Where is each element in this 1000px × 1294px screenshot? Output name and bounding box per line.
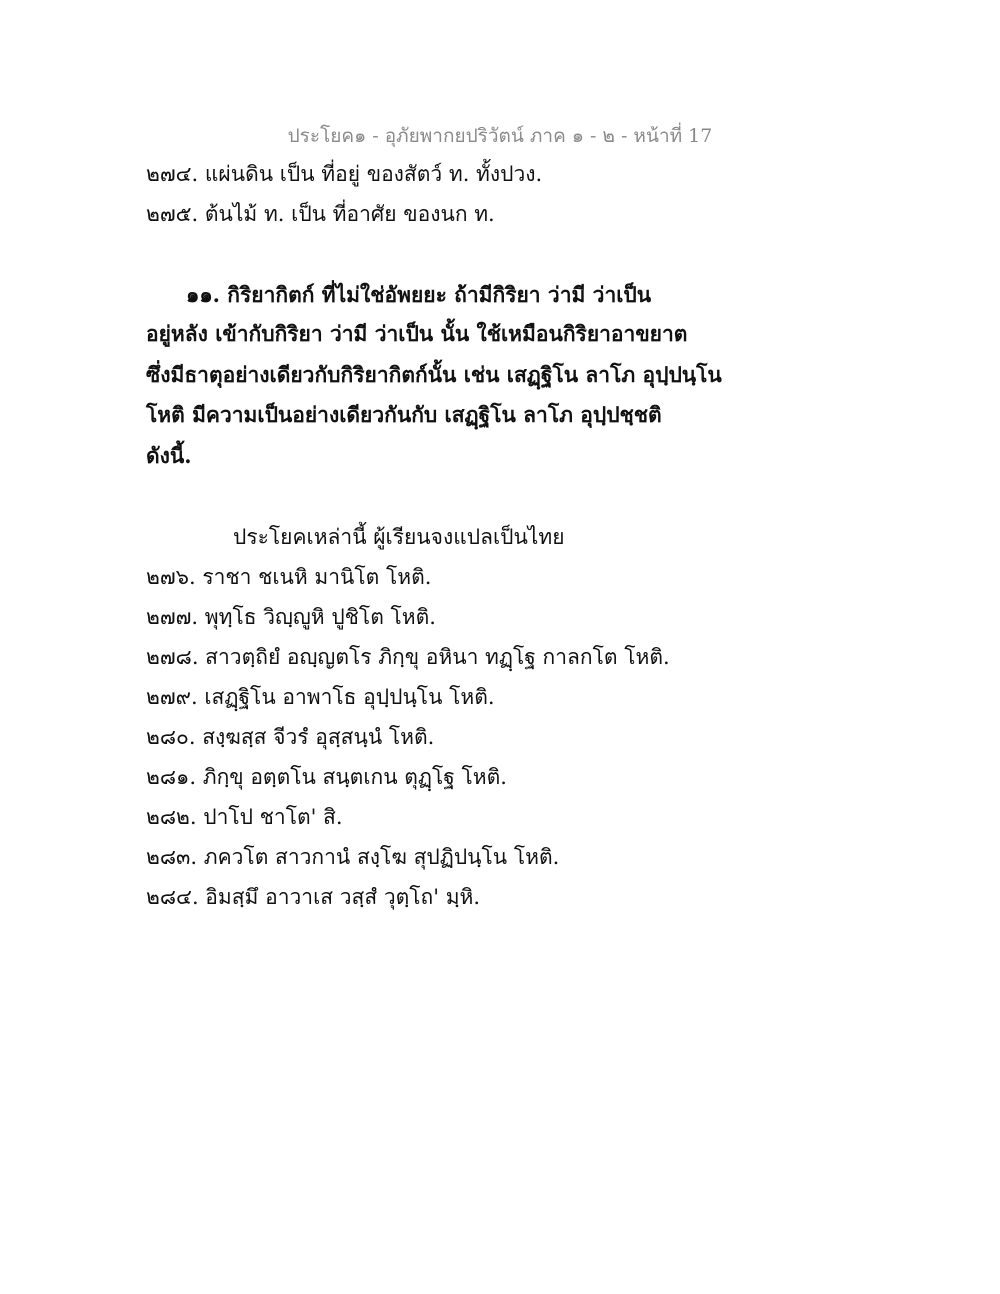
exercise-item: ๒๗๗. พุทฺโธ วิญฺญูหิ ปูชิโต โหติ. [146, 605, 436, 629]
top-item: ๒๗๕. ต้นไม้ ท. เป็น ที่อาศัย ของนก ท. [146, 202, 495, 226]
exercise-item: ๒๘๔. อิมสฺมึ อาวาเส วสฺสํ วุตฺโถ' มฺหิ. [146, 885, 481, 909]
exercise-heading: ประโยคเหล่านี้ ผู้เรียนจงแปลเป็นไทย [233, 525, 565, 549]
rule-line: โหติ มีความเป็นอย่างเดียวกันกับ เสฏฺฐิโน ลาโภ อุปฺปชฺชติ [146, 402, 662, 427]
exercise-item: ๒๘๑. ภิกฺขุ อตฺตโน สนฺตเกน ตุฏฺโฐ โหติ. [146, 765, 507, 789]
rule-line: ๑๑. กิริยากิตก์ ที่ไม่ใช่อัพยยะ ถ้ามีกิริยา ว่ามี ว่าเป็น [186, 282, 652, 307]
exercise-item: ๒๘๓. ภควโต สาวกานํ สงฺโฆ สุปฏิปนฺโน โหติ. [146, 845, 560, 869]
exercise-item: ๒๗๙. เสฏฺฐิโน อาพาโธ อุปฺปนฺโน โหติ. [146, 685, 495, 709]
exercise-item: ๒๘๐. สงฺฆสฺส จีวรํ อุสฺสนฺนํ โหติ. [146, 725, 435, 749]
exercise-item: ๒๗๘. สาวตฺถิยํ อญฺญตโร ภิกฺขุ อหินา ทฏฺโฐ กาลกโต โหติ. [146, 645, 670, 669]
top-item: ๒๗๔. แผ่นดิน เป็น ที่อยู่ ของสัตว์ ท. ทั้งปวง. [146, 162, 543, 186]
rule-line: ดังนี้. [146, 443, 192, 468]
exercise-item: ๒๗๖. ราชา ชเนหิ มานิโต โหติ. [146, 565, 432, 589]
rule-line: อยู่หลัง เข้ากับกิริยา ว่ามี ว่าเป็น นั้น ใช้เหมือนกิริยาอาขยาต [146, 321, 688, 346]
page-header: ประโยค๑ - อุภัยพากยปริวัตน์ ภาค ๑ - ๒ - หน้าที่ 17 [287, 125, 713, 147]
rule-line: ซึ่งมีธาตุอย่างเดียวกับกิริยากิตก์นั้น เช่น เสฏฺฐิโน ลาโภ อุปฺปนฺโน [146, 362, 722, 387]
exercise-item: ๒๘๒. ปาโป ชาโต' สิ. [146, 805, 343, 829]
